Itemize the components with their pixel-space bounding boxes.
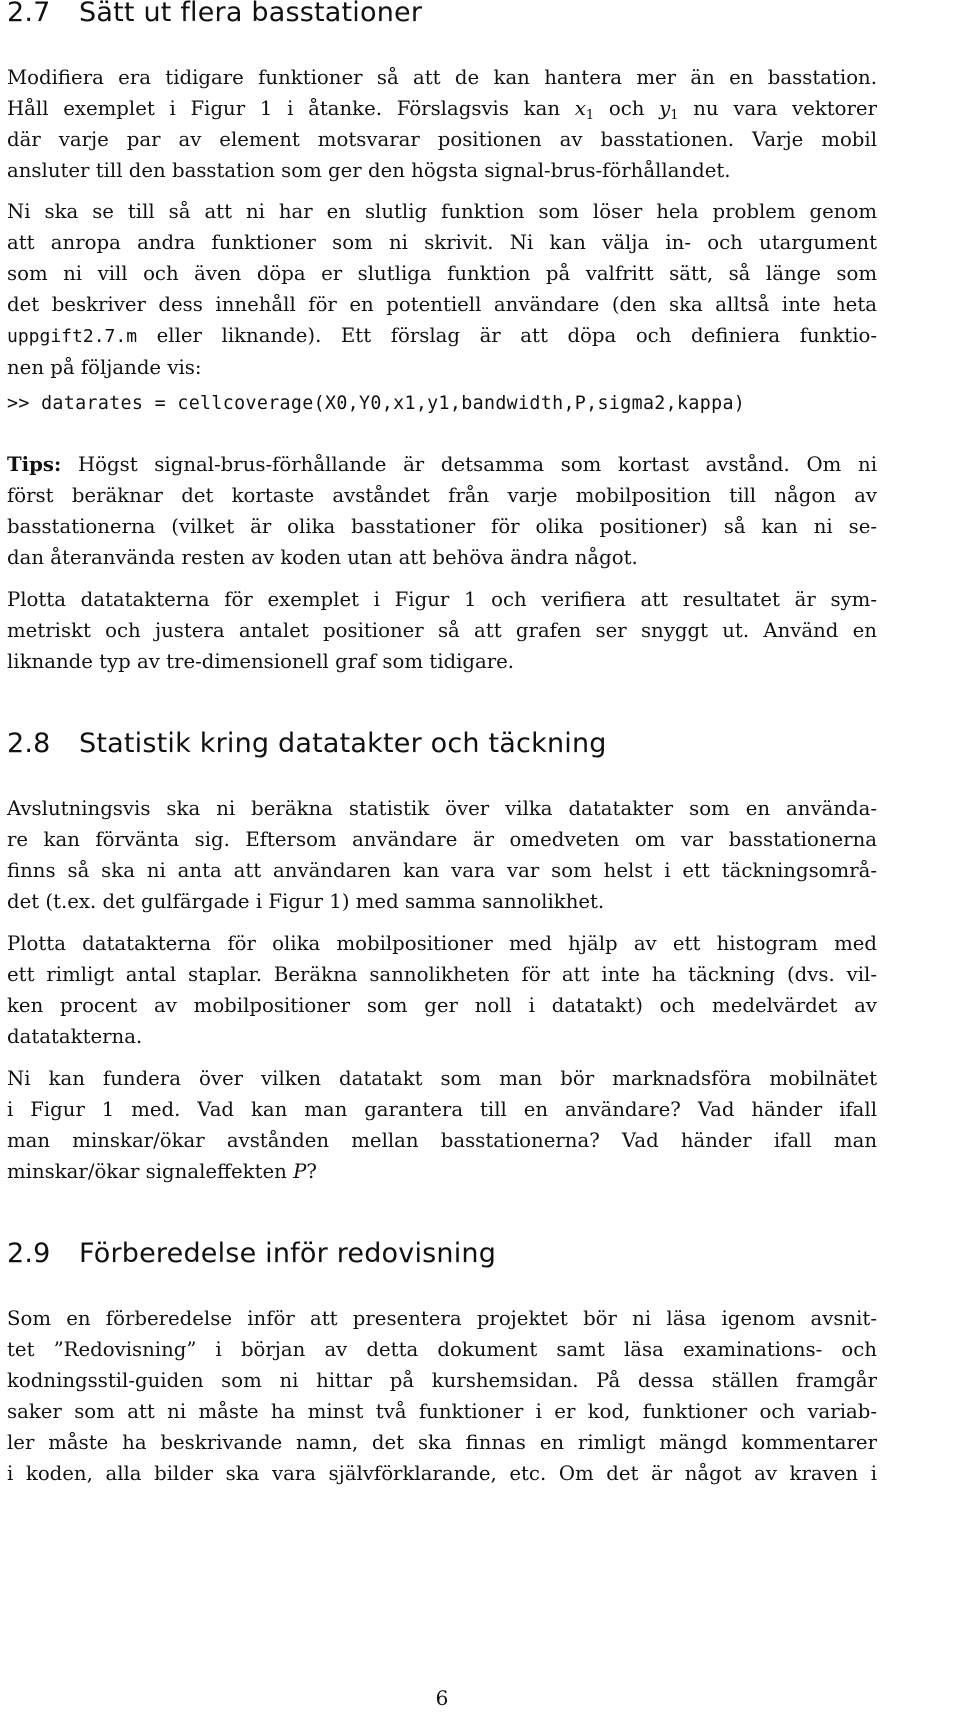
text-line [7,320,877,352]
math-var-p: P [293,1160,307,1183]
text-span: ? [306,1160,317,1183]
section-title: Sätt ut flera basstationer [79,0,423,28]
section-heading-2-7 [7,0,422,28]
math-subscript: 1 [585,108,595,123]
text-line: i koden, alla bilder ska vara självförklarande, etc. Om det är något av kraven i [7,1462,877,1485]
text-span: Håll exemplet i Figur 1 i åtanke. Förslagsvis kan [7,97,575,120]
text-line: att anropa andra funktioner som ni skrivit. Ni kan välja in- och utargument [7,231,877,254]
section-heading-2-8 [7,728,607,759]
text-span: eller liknande). Ett förslag är att döpa och definiera funktio- [137,324,877,347]
section-heading-2-9 [7,1238,496,1269]
paragraph-2-8-discussion [7,1063,877,1187]
math-var-x: x [574,97,586,120]
math-subscript: 1 [670,108,679,123]
paragraph-2-7-intro [7,62,877,186]
paragraph-2-9-preparation [7,1303,877,1489]
text-line: nen på följande vis: [7,356,202,379]
text-line: kodningsstil-guiden som ni hittar på kurshemsidan. På dessa ställen framgår [7,1369,877,1392]
text-line: ett rimligt antal staplar. Beräkna sannolikheten för att inte ha täckning (dvs. vil- [7,963,877,986]
text-line: datatakterna. [7,1025,143,1048]
paragraph-2-8-histogram [7,928,877,1052]
section-number: 2.8 [7,728,51,759]
text-line: ken procent av mobilpositioner som ger noll i datatakt) och medelvärdet av [7,994,877,1017]
paragraph-2-7-plot [7,584,877,677]
text-line: det beskriver dess innehåll för en potentiell användare (den ska alltså inte heta [7,293,877,316]
text-line: metriskt och justera antalet positioner så att grafen ser snyggt ut. Använd en [7,619,877,642]
document-page [7,0,959,1720]
text-line: Ni ska se till så att ni har en slutlig funktion som löser hela problem genom [7,200,877,223]
text-line: liknande typ av tre-dimensionell graf som tidigare. [7,650,515,673]
text-line: finns så ska ni anta att användaren kan vara var som helst i ett täckningsområ- [7,859,877,882]
text-line [7,449,877,480]
text-span: minskar/ökar signaleffekten [7,1160,294,1183]
text-line: Plotta datatakterna för exemplet i Figur 1 och verifiera att resultatet är sym- [7,588,877,611]
code-example: >> datarates = cellcoverage(X0,Y0,x1,y1,bandwidth,P,sigma2,kappa) [7,393,746,414]
text-line: dan återanvända resten av koden utan att behöva ändra något. [7,546,638,569]
text-line: Modifiera era tidigare funktioner så att de kan hantera mer än en basstation. [7,66,877,89]
section-title: Statistik kring datatakter och täckning [79,728,607,759]
section-title: Förberedelse inför redovisning [79,1238,497,1269]
section-number: 2.9 [7,1238,51,1269]
text-line: först beräknar det kortaste avståndet från varje mobilposition till någon av [7,484,877,507]
section-number: 2.7 [7,0,51,28]
text-line: där varje par av element motsvarar positionen av basstationen. Varje mobil [7,128,877,151]
text-line: Som en förberedelse inför att presentera projektet bör ni läsa igenom avsnit- [7,1307,877,1330]
text-line [7,93,877,124]
text-span: och [594,97,660,120]
paragraph-2-8-intro [7,793,877,917]
text-line: saker som att ni måste ha minst två funktioner i er kod, funktioner och variab- [7,1400,877,1423]
text-line: Avslutningsvis ska ni beräkna statistik över vilka datatakter som en använda- [7,797,877,820]
tips-label: Tips: [7,453,62,476]
text-line: i Figur 1 med. Vad kan man garantera till en användare? Vad händer ifall [7,1098,877,1121]
text-line: basstationerna (vilket är olika basstationer för olika positioner) så kan ni se- [7,515,877,538]
paragraph-2-7-function [7,196,877,383]
text-line: Plotta datatakterna för olika mobilpositioner med hjälp av ett histogram med [7,932,877,955]
text-line: Ni kan fundera över vilken datatakt som man bör marknadsföra mobilnätet [7,1067,877,1090]
text-line: man minskar/ökar avstånden mellan basstationerna? Vad händer ifall man [7,1129,877,1152]
math-var-y: y [659,97,671,120]
text-line: som ni vill och även döpa er slutliga funktion på valfritt sätt, så länge som [7,262,877,285]
text-span: nu vara vektorer [678,97,877,120]
text-line [7,1156,877,1187]
text-span: Högst signal-brus-förhållande är detsamma som kortast avstånd. Om ni [61,453,877,476]
text-line: det (t.ex. det gulfärgade i Figur 1) med samma sannolikhet. [7,890,605,913]
page-number: 6 [435,1686,449,1710]
text-line: tet ”Redovisning” i början av detta dokument samt läsa examinations- och [7,1338,877,1361]
text-line: re kan förvänta sig. Eftersom användare är omedveten om var basstationerna [7,828,877,851]
text-line: ansluter till den basstation som ger den högsta signal-brus-förhållandet. [7,159,731,182]
paragraph-2-7-tips [7,449,877,573]
text-line: ler måste ha beskrivande namn, det ska finnas en rimligt mängd kommentarer [7,1431,877,1454]
inline-code: uppgift2.7.m [7,326,138,347]
